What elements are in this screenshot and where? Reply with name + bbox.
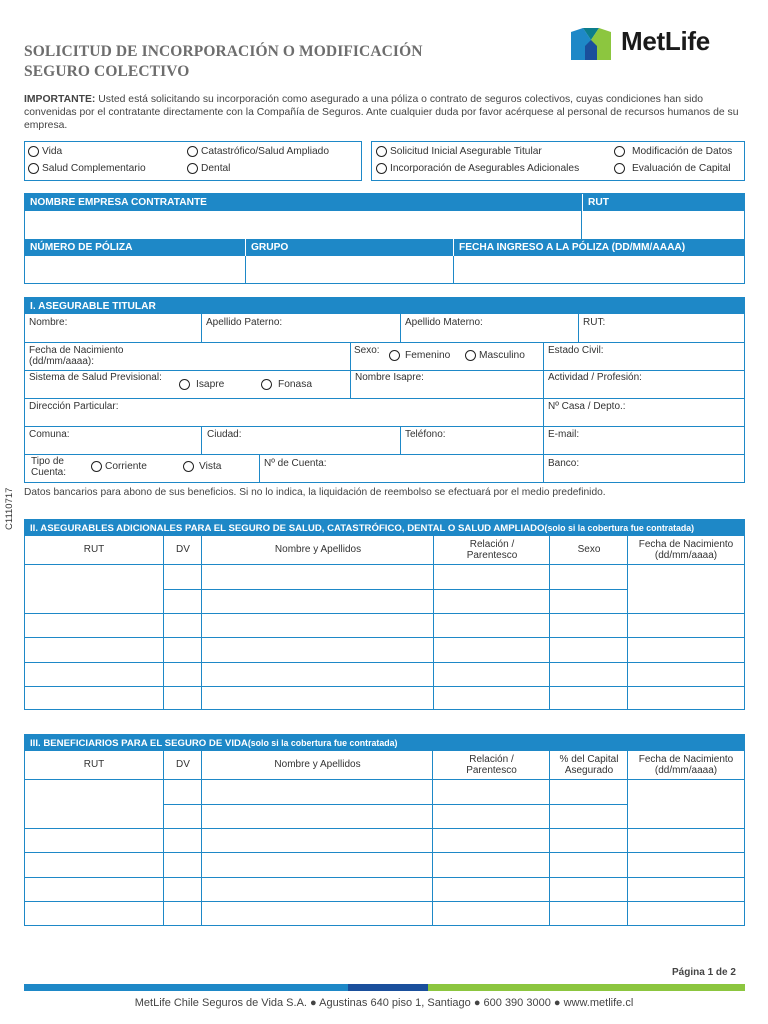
label-direccion: Dirección Particular: [29,401,119,412]
radio-circle-icon[interactable] [91,461,102,472]
option-evaluacion-capital[interactable]: Evaluación de Capital [614,163,731,174]
option-vista[interactable]: Vista [183,461,221,472]
company-rut-input[interactable] [582,211,744,239]
footer-bar-green [428,984,745,991]
important-label: IMPORTANTE: [24,94,96,105]
option-femenino[interactable]: Femenino [389,350,450,361]
important-notice [24,93,746,132]
company-rut-header-bar [582,194,744,211]
footer-bar-blue [24,984,348,991]
bank-note: Datos bancarios para abono de sus beneficios. Si no lo indica, la liquidación de reembolso se efectuará por el medio predefinido. [24,487,606,498]
option-salud-complementario[interactable]: Salud Complementario [28,163,146,174]
section1-title: I. ASEGURABLE TITULAR [30,300,156,312]
company-name-header: NOMBRE EMPRESA CONTRATANTE [30,197,207,208]
label-banco: Banco: [548,458,580,469]
option-solicitud-inicial[interactable]: Solicitud Inicial Asegurable Titular [376,146,542,157]
metlife-logo [571,24,747,62]
option-dental[interactable]: Dental [187,163,230,174]
section2-title-note: (solo si la cobertura fue contratada) [544,523,695,533]
col-nombre: Nombre y Apellidos [274,544,362,555]
page-number: Página 1 de 2 [672,967,736,978]
label-rut: RUT: [583,317,606,328]
label-apellido-materno: Apellido Materno: [405,317,483,328]
radio-circle-icon[interactable] [187,146,198,157]
label-tipo-cuenta: Tipo de Cuenta: [31,456,67,478]
policy-date-header: FECHA INGRESO A LA PÓLIZA (DD/MM/AAAA) [459,242,686,253]
label-telefono: Teléfono: [405,429,446,440]
policy-number-input[interactable] [25,256,245,283]
radio-circle-icon[interactable] [179,379,190,390]
col-nombre: Nombre y Apellidos [274,759,361,770]
col-relacion: Relación / Parentesco [466,539,518,561]
policy-number-header: NÚMERO DE PÓLIZA [30,242,133,253]
form-title-line1: SOLICITUD DE INCORPORACIÓN O MODIFICACIÓN [24,43,423,60]
section-asegurable-titular [24,297,745,483]
label-nombre-isapre: Nombre Isapre: [355,372,424,383]
option-masculino[interactable]: Masculino [465,350,525,361]
radio-circle-icon[interactable] [614,163,625,174]
company-rut-header: RUT [588,197,609,208]
col-sexo: Sexo [577,544,601,555]
section3-title: III. BENEFICIARIOS PARA EL SEGURO DE VIDA [30,737,248,749]
label-actividad: Actividad / Profesión: [548,372,642,383]
group-input[interactable] [246,256,453,283]
section1-header [25,298,744,314]
col-relacion: Relación / Parentesco [466,754,517,776]
section3-header [25,735,744,751]
section2-header [25,520,744,536]
radio-circle-icon[interactable] [389,350,400,361]
company-name-input[interactable] [25,211,581,239]
section-asegurables-adicionales [24,519,745,710]
label-sistema-salud: Sistema de Salud Previsional: [29,372,162,383]
label-numero-casa: Nº Casa / Depto.: [548,401,626,412]
col-fecha: Fecha de Nacimiento (dd/mm/aaaa) [638,754,734,776]
brand-name: MetLife [621,26,710,56]
col-fecha: Fecha de Nacimiento (dd/mm/aaaa) [638,539,734,561]
label-sexo: Sexo: [354,345,380,356]
option-vida[interactable]: Vida [28,146,62,157]
request-options-box [371,141,745,181]
label-estado-civil: Estado Civil: [548,345,604,356]
label-apellido-paterno: Apellido Paterno: [206,317,283,328]
footer-contact: MetLife Chile Seguros de Vida S.A. ● Agustinas 640 piso 1, Santiago ● 600 390 3000 ● www.metlife.cl [134,997,634,1009]
radio-circle-icon[interactable] [376,163,387,174]
radio-circle-icon[interactable] [465,350,476,361]
radio-circle-icon[interactable] [261,379,272,390]
col-dv: DV [176,544,190,555]
label-numero-cuenta: Nº de Cuenta: [264,458,327,469]
metlife-logo-icon [571,24,615,62]
option-corriente[interactable]: Corriente [91,461,147,472]
option-catastrofico[interactable]: Catastrófico/Salud Ampliado [187,146,329,157]
form-title [24,42,423,82]
label-email: E-mail: [548,429,580,440]
coverage-options-box [24,141,362,181]
section3-title-note: (solo si la cobertura fue contratada) [247,738,398,748]
footer-bar-darkblue [348,984,428,991]
col-dv: DV [176,759,190,770]
label-comuna: Comuna: [29,429,70,440]
section-beneficiarios [24,734,745,926]
date-header-bar [453,239,744,256]
radio-circle-icon[interactable] [28,163,39,174]
option-modificacion-datos[interactable]: Modificación de Datos [614,146,732,157]
radio-circle-icon[interactable] [187,163,198,174]
group-header-bar [245,239,453,256]
important-text: Usted está solicitando su incorporación como asegurado a una póliza o contrato de seguros colectivos, cuyas condiciones han sido convenidas por el contratante directamente con la Compañía de Seguros. Ante cualquier duda por favor acérquese al personal de recursos humanos de su empresa. [24,94,739,131]
form-code: C1110717 [4,487,15,530]
option-fonasa[interactable]: Fonasa [261,379,312,390]
policy-date-input[interactable] [454,256,744,283]
label-ciudad: Ciudad: [207,429,242,440]
form-title-line2: SEGURO COLECTIVO [24,63,190,80]
company-block [24,193,745,284]
col-rut: RUT [83,759,105,770]
col-capital: % del Capital Asegurado [559,754,619,776]
group-header: GRUPO [251,242,289,253]
radio-circle-icon[interactable] [183,461,194,472]
radio-circle-icon[interactable] [28,146,39,157]
radio-circle-icon[interactable] [614,146,625,157]
option-isapre[interactable]: Isapre [179,379,224,390]
col-rut: RUT [83,544,105,555]
option-incorporacion-adicionales[interactable]: Incorporación de Asegurables Adicionales [376,163,579,174]
radio-circle-icon[interactable] [376,146,387,157]
label-fecha-nacimiento: Fecha de Nacimiento (dd/mm/aaaa): [29,345,124,367]
section2-title: II. ASEGURABLES ADICIONALES PARA EL SEGURO DE SALUD, CATASTRÓFICO, DENTAL O SALUD AMPLIADO [30,522,545,534]
label-nombre: Nombre: [29,317,68,328]
